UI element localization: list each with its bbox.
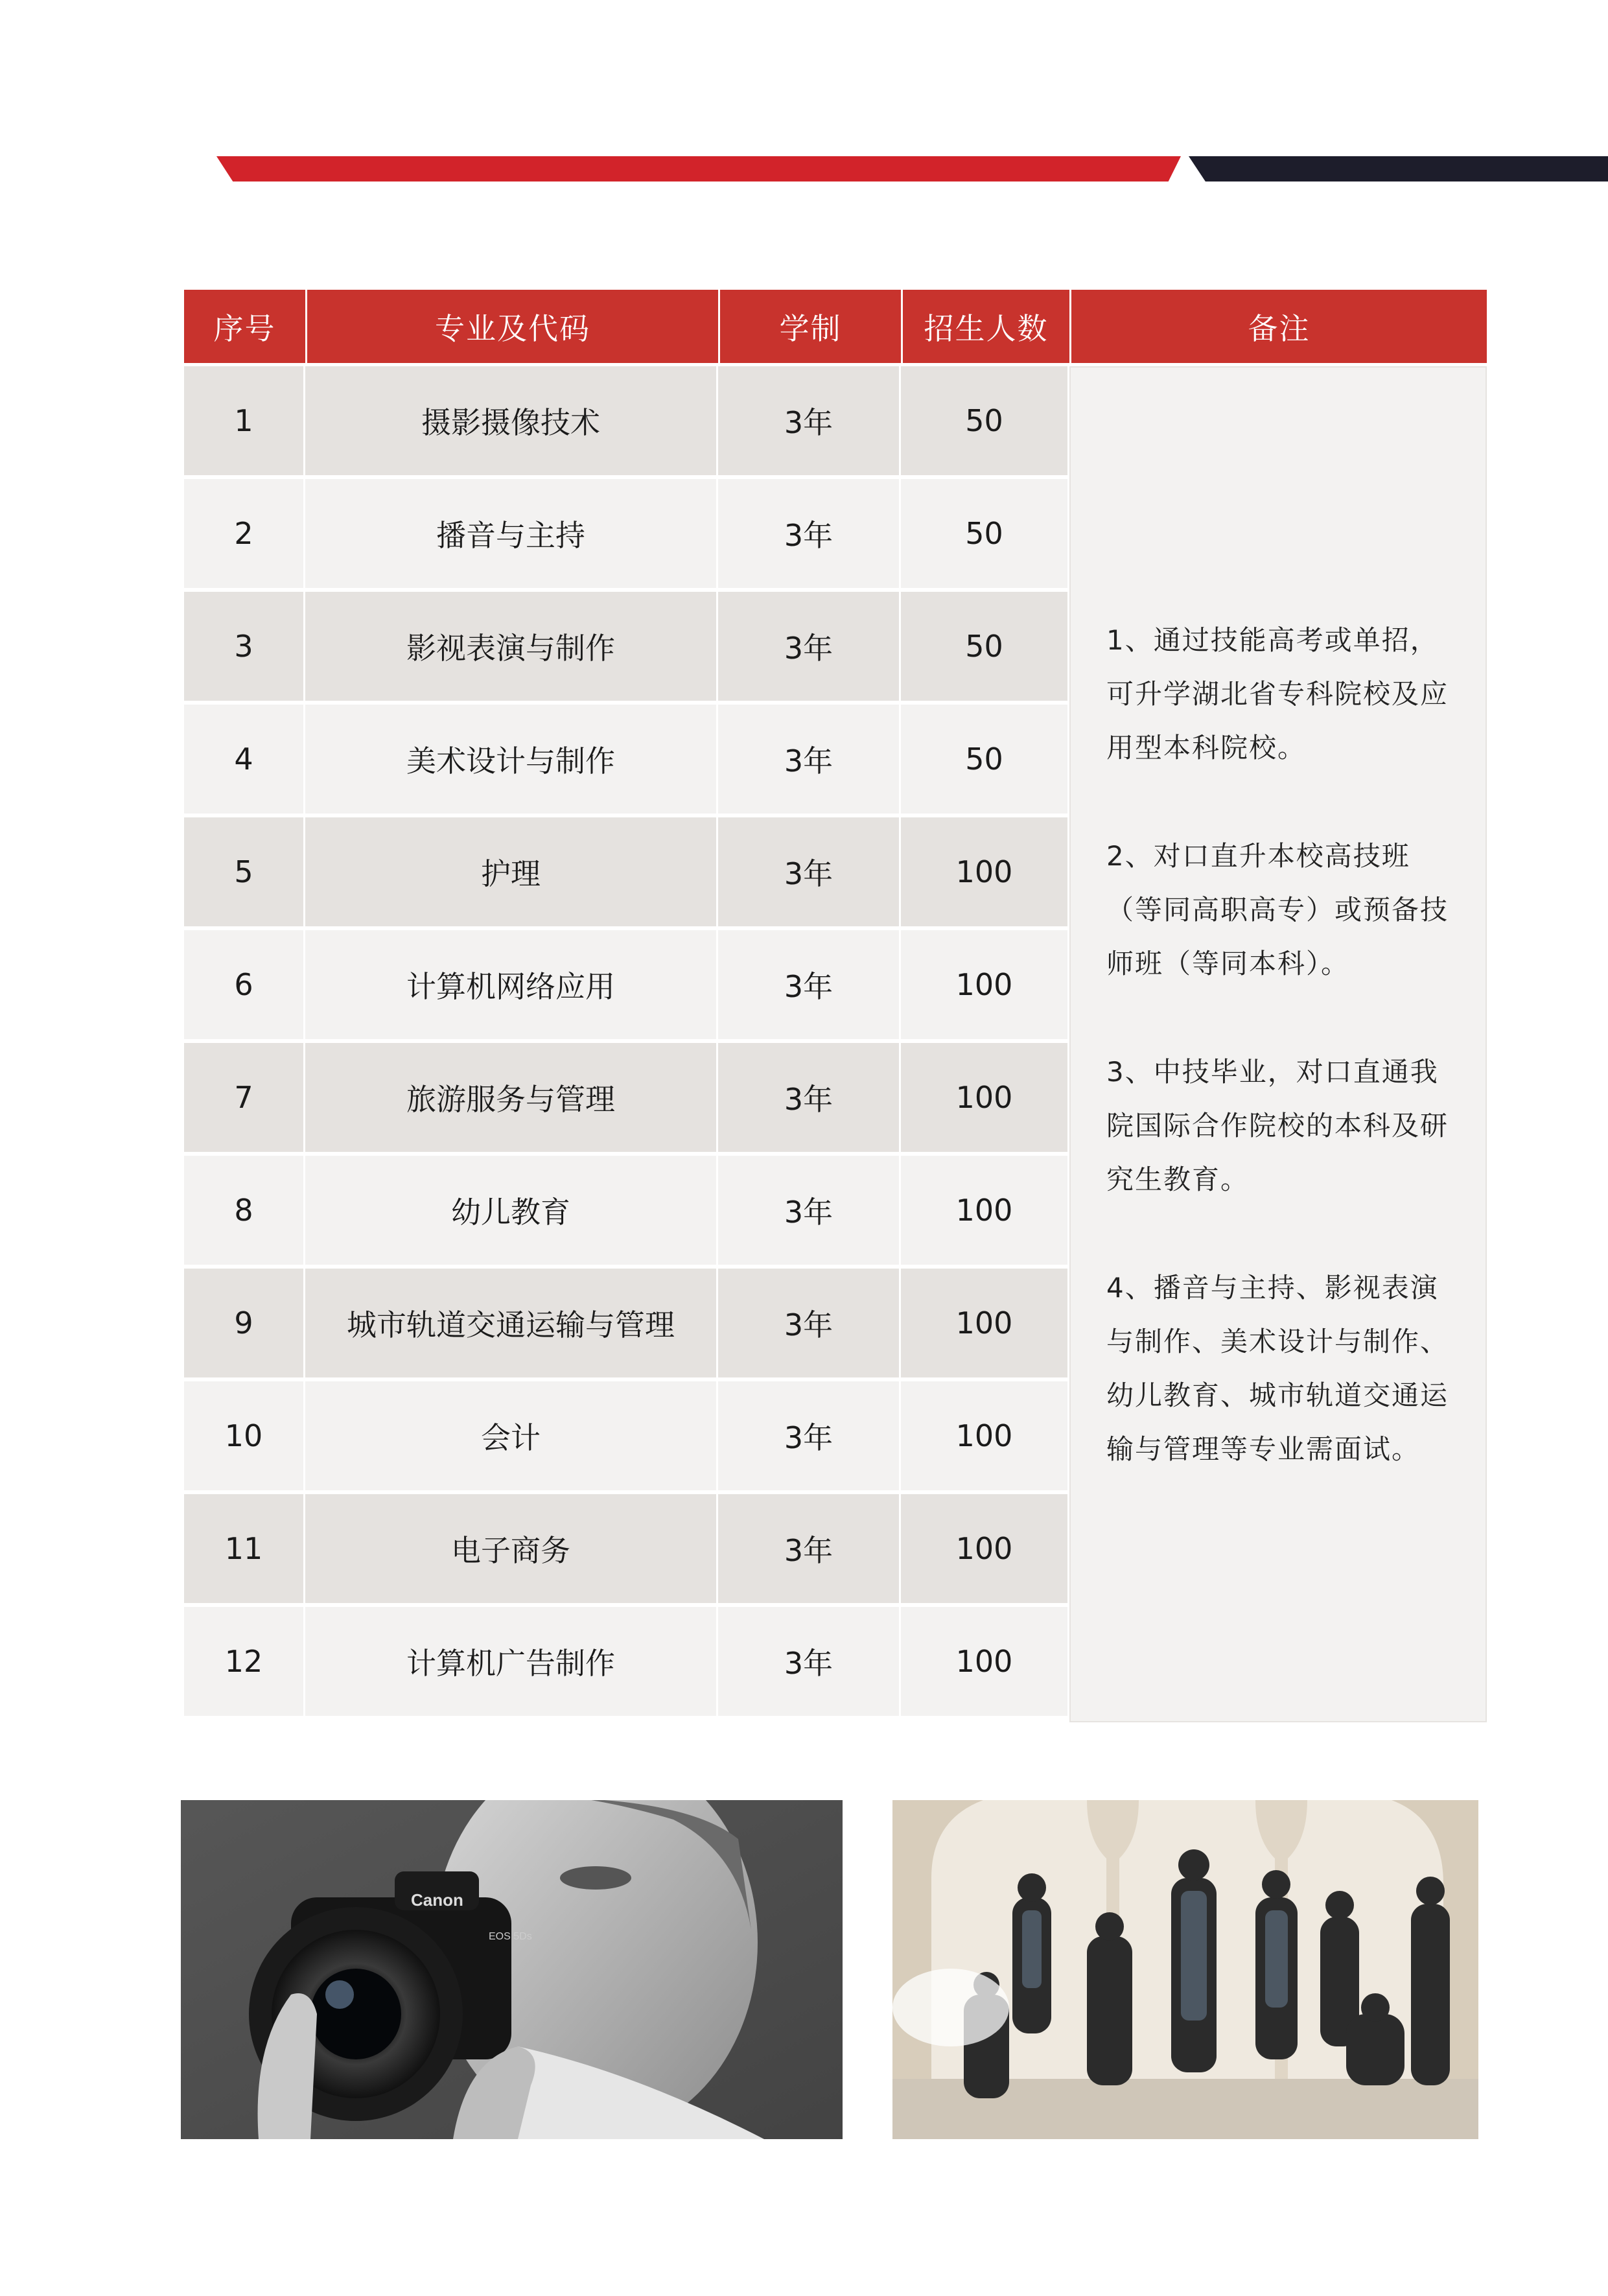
table-row xyxy=(184,930,1066,1041)
cell-serial: 3 xyxy=(184,592,305,703)
cell-serial: 8 xyxy=(184,1156,305,1267)
cell-serial: 9 xyxy=(184,1269,305,1379)
cell-duration: 3年 xyxy=(718,366,901,477)
cell-enrollment: 50 xyxy=(901,705,1069,815)
table-row xyxy=(184,817,1066,928)
cell-duration: 3年 xyxy=(718,1381,901,1492)
cell-serial: 12 xyxy=(184,1607,305,1718)
remark-1: 1、通过技能高考或单招，可升学湖北省专科院校及应用型本科院校。 xyxy=(1106,624,1449,764)
cell-serial: 4 xyxy=(184,705,305,815)
header-major: 专业及代码 xyxy=(305,290,718,363)
cell-duration: 3年 xyxy=(718,705,901,815)
remark-3: 3、中技毕业，对口直通我院国际合作院校的本科及研究生教育。 xyxy=(1106,1055,1449,1195)
cell-duration: 3年 xyxy=(718,592,901,703)
cell-major: 计算机网络应用 xyxy=(305,930,718,1041)
table-row xyxy=(184,1043,1066,1154)
camera-model-text: EOS 5Ds xyxy=(489,1931,532,1942)
remark-2: 2、对口直升本校高技班（等同高职高专）或预备技师班（等同本科）。 xyxy=(1106,839,1449,979)
table-row xyxy=(184,1607,1066,1718)
table-row xyxy=(184,1381,1066,1492)
table-row xyxy=(184,1494,1066,1605)
cell-major: 播音与主持 xyxy=(305,479,718,590)
cell-enrollment: 100 xyxy=(901,1043,1069,1154)
table-row xyxy=(184,705,1066,815)
cell-serial: 10 xyxy=(184,1381,305,1492)
cell-duration: 3年 xyxy=(718,1494,901,1605)
cell-enrollment: 50 xyxy=(901,592,1069,703)
photographers-group-photo xyxy=(892,1800,1478,2139)
cell-enrollment: 100 xyxy=(901,930,1069,1041)
remark-4: 4、播音与主持、影视表演与制作、美术设计与制作、幼儿教育、城市轨道交通运输与管理等专业需面试。 xyxy=(1106,1271,1449,1465)
cell-enrollment: 100 xyxy=(901,817,1069,928)
cell-duration: 3年 xyxy=(718,930,901,1041)
cell-enrollment: 50 xyxy=(901,366,1069,477)
cell-serial: 11 xyxy=(184,1494,305,1605)
cell-major: 计算机广告制作 xyxy=(305,1607,718,1718)
header-serial: 序号 xyxy=(184,290,305,363)
cell-enrollment: 50 xyxy=(901,479,1069,590)
cell-major: 摄影摄像技术 xyxy=(305,366,718,477)
cell-duration: 3年 xyxy=(718,479,901,590)
remarks-cell xyxy=(1069,366,1487,1722)
cell-duration: 3年 xyxy=(718,1607,901,1718)
cell-enrollment: 100 xyxy=(901,1381,1069,1492)
cell-major: 会计 xyxy=(305,1381,718,1492)
cell-major: 影视表演与制作 xyxy=(305,592,718,703)
cell-serial: 5 xyxy=(184,817,305,928)
table-row xyxy=(184,366,1066,477)
cell-enrollment: 100 xyxy=(901,1156,1069,1267)
header-duration: 学制 xyxy=(718,290,901,363)
header-enrollment: 招生人数 xyxy=(901,290,1069,363)
cell-major: 旅游服务与管理 xyxy=(305,1043,718,1154)
cell-serial: 6 xyxy=(184,930,305,1041)
cell-duration: 3年 xyxy=(718,1269,901,1379)
table-row xyxy=(184,1156,1066,1267)
cell-duration: 3年 xyxy=(718,817,901,928)
cell-major: 城市轨道交通运输与管理 xyxy=(305,1269,718,1379)
cell-duration: 3年 xyxy=(718,1156,901,1267)
photographer-photo xyxy=(181,1800,843,2139)
cell-major: 电子商务 xyxy=(305,1494,718,1605)
cell-major: 护理 xyxy=(305,817,718,928)
cell-enrollment: 100 xyxy=(901,1607,1069,1718)
camera-brand-text: Canon xyxy=(411,1890,463,1910)
cell-enrollment: 100 xyxy=(901,1269,1069,1379)
cell-duration: 3年 xyxy=(718,1043,901,1154)
cell-major: 美术设计与制作 xyxy=(305,705,718,815)
header-remarks: 备注 xyxy=(1069,290,1487,363)
top-red-band xyxy=(216,156,1181,182)
cell-enrollment: 100 xyxy=(901,1494,1069,1605)
cell-serial: 1 xyxy=(184,366,305,477)
cell-major: 幼儿教育 xyxy=(305,1156,718,1267)
photographer-illustration xyxy=(181,1800,843,2139)
table-row xyxy=(184,479,1066,590)
photographers-illustration xyxy=(892,1800,1478,2139)
table-row xyxy=(184,592,1066,703)
table-row xyxy=(184,1269,1066,1379)
top-dark-band xyxy=(1189,156,1608,182)
cell-serial: 7 xyxy=(184,1043,305,1154)
cell-serial: 2 xyxy=(184,479,305,590)
